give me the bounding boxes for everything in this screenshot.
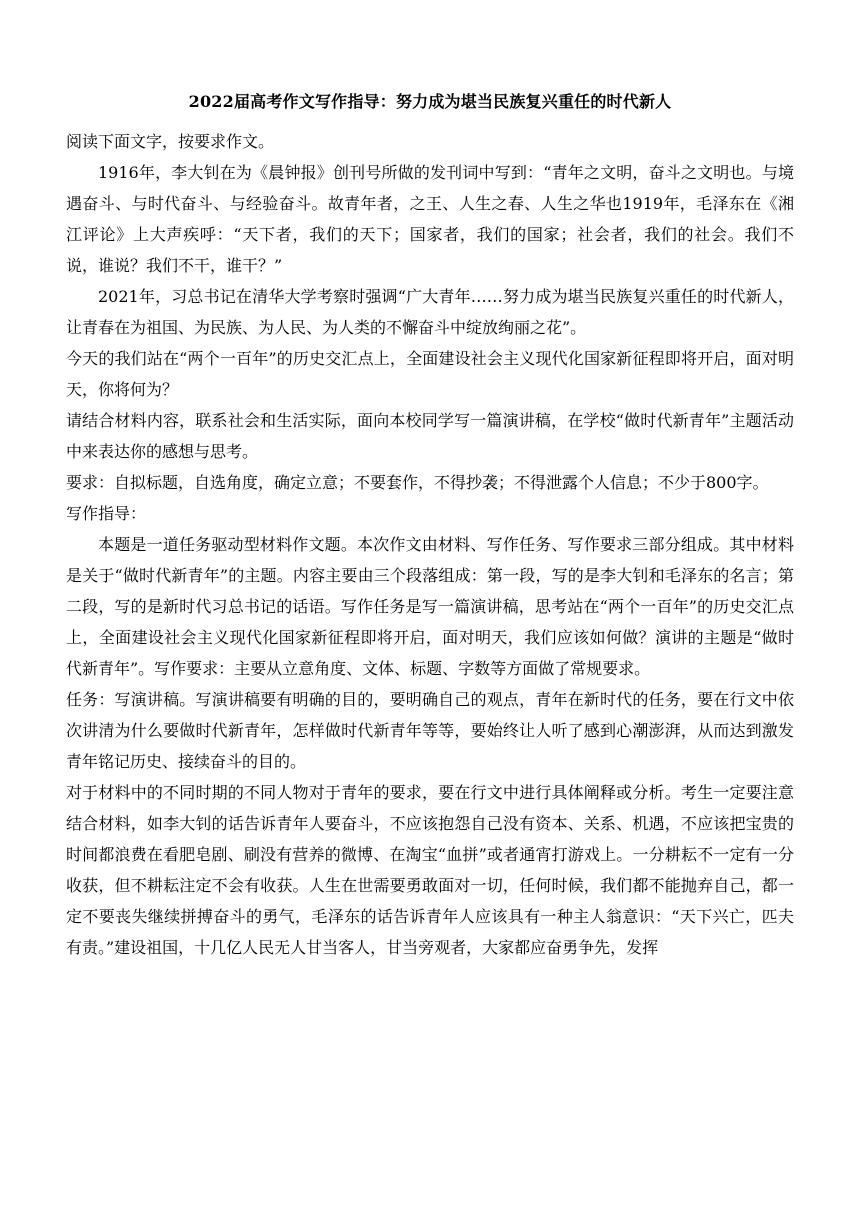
paragraph-guidance-material: 对于材料中的不同时期的不同人物对于青年的要求，要在行文中进行具体阐释或分析。考生一定要注意结合材料，如李大钊的话告诉青年人要奋斗，不应该抱怨自己没有资本、关系、机遇，不应该把宝贵的时间都浪费在看肥皂剧、刷没有营养的微博、在淘宝“血拼”或者通宵打游戏上。一分耕耘不一定有一分收获，但不耕耘注定不会有收获。人生在世需要勇敢面对一切，任何时候，我们都不能抛弃自己，都一定不要丧失继续拼搏奋斗的勇气，毛泽东的话告诉青年人应该具有一种主人翁意识：“天下兴亡，匹夫有责。”建设祖国，十几亿人民无人甘当客人，甘当旁观者，大家都应奋勇争先，发挥 [66, 783, 794, 957]
paragraph-guidance-heading: 写作指导： [66, 504, 147, 523]
document-page [66, 90, 794, 963]
paragraph-requirements: 要求：自拟标题，自选角度，确定立意；不要套作，不得抄袭；不得泄露个人信息；不少于800字。 [66, 473, 769, 492]
document-title: 2022届高考作文写作指导：努力成为堪当民族复兴重任的时代新人 [188, 92, 672, 111]
paragraph-question: 今天的我们站在“两个一百年”的历史交汇点上，全面建设社会主义现代化国家新征程即将开启，面对明天，你将何为？ [66, 349, 794, 399]
paragraph-guidance-analysis: 本题是一道任务驱动型材料作文题。本次作文由材料、写作任务、写作要求三部分组成。其中材料是关于“做时代新青年”的主题。内容主要由三个段落组成：第一段，写的是李大钊和毛泽东的名言；第二段，写的是新时代习总书记的话语。写作任务是写一篇演讲稿，思考站在“两个一百年”的历史交汇点上，全面建设社会主义现代化国家新征程即将开启，面对明天，我们应该如何做？演讲的主题是“做时代新青年”。写作要求：主要从立意角度、文体、标题、字数等方面做了常规要求。 [66, 535, 794, 678]
paragraph-guidance-task: 任务：写演讲稿。写演讲稿要有明确的目的，要明确自己的观点，青年在新时代的任务，要在行文中依次讲清为什么要做时代新青年，怎样做时代新青年等等，要始终让人听了感到心潮澎湃，从而达到激发青年铭记历史、接续奋斗的目的。 [66, 690, 794, 771]
paragraph-task: 请结合材料内容，联系社会和生活实际，面向本校同学写一篇演讲稿，在学校“做时代新青年”主题活动中来表达你的感想与思考。 [66, 411, 794, 461]
paragraph-material-2: 2021年，习总书记在清华大学考察时强调“广大青年……努力成为堪当民族复兴重任的时代新人，让青春在为祖国、为民族、为人民、为人类的不懈奋斗中绽放绚丽之花”。 [66, 287, 794, 337]
paragraph-instruction: 阅读下面文字，按要求作文。 [66, 132, 275, 151]
paragraph-material-1: 1916年，李大钊在为《晨钟报》创刊号所做的发刊词中写到：“青年之文明，奋斗之文明也。与境遇奋斗、与时代奋斗、与经验奋斗。故青年者，之王、人生之春、人生之华也1919年，毛泽东在《湘江评论》上大声疾呼：“天下者，我们的天下；国家者，我们的国家；社会者，我们的社会。我们不说，谁说？我们不干，谁干？” [66, 163, 794, 275]
